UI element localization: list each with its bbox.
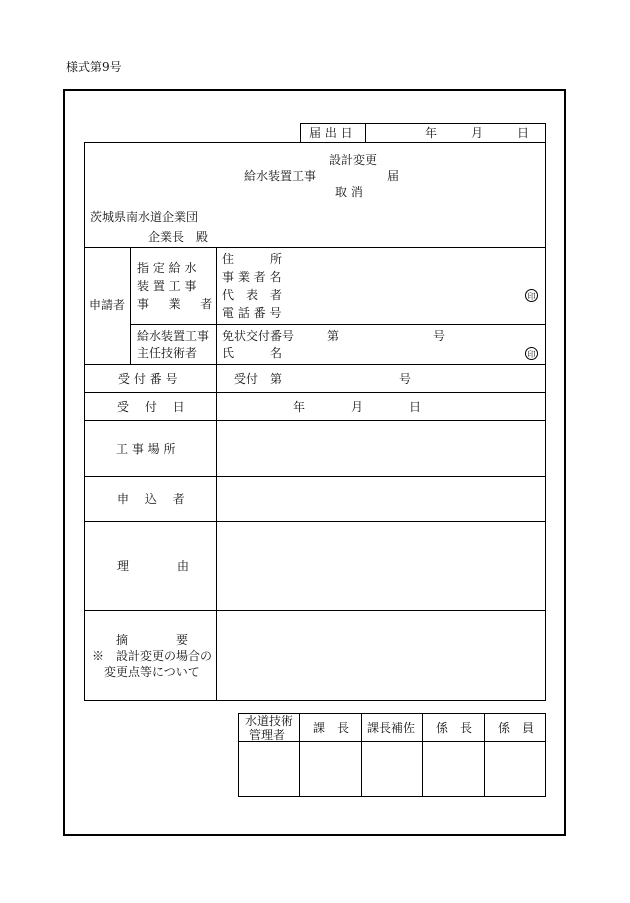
summary-note-line2: 変更点等について xyxy=(104,665,200,679)
reason-label: 理 由 xyxy=(117,559,190,573)
operator-field-phone[interactable]: 電 話 番 号 xyxy=(222,306,282,320)
operator-header-line: 指 定 給 水 xyxy=(137,261,197,275)
receipt-number-suffix[interactable]: 号 xyxy=(399,372,412,386)
approval-header-staff: 係 員 xyxy=(498,721,535,735)
approval-header-water-manager: 水道技術 xyxy=(245,714,294,728)
approval-header-deputy-chief: 課長補佐 xyxy=(367,721,416,735)
submission-month-label[interactable]: 月 xyxy=(471,126,484,140)
seal-icon: 印 xyxy=(525,289,538,302)
approval-stamp-cell[interactable] xyxy=(362,742,422,796)
applicant-label: 申請者 xyxy=(89,298,126,312)
divider xyxy=(84,420,546,421)
license-suffix[interactable]: 号 xyxy=(433,329,446,343)
license-number-label: 免状交付番号 xyxy=(222,329,295,343)
receipt-number-label: 受 付 番 号 xyxy=(118,372,178,386)
receipt-day-label[interactable]: 日 xyxy=(409,400,422,414)
summary-note-line1: ※ 設計変更の場合の xyxy=(92,649,213,663)
operator-field-company[interactable]: 事 業 者 名 xyxy=(222,270,282,284)
receipt-number-prefix[interactable]: 受付 第 xyxy=(234,372,283,386)
divider xyxy=(84,392,546,393)
receipt-year-label[interactable]: 年 xyxy=(293,400,306,414)
divider xyxy=(130,247,131,364)
operator-header-line: 装 置 工 事 xyxy=(137,279,197,293)
divider xyxy=(216,247,217,701)
applicant-name-label: 申 込 者 xyxy=(117,492,185,506)
main-table xyxy=(84,142,546,701)
approval-stamp-cell[interactable] xyxy=(300,742,361,796)
divider xyxy=(130,324,546,325)
divider xyxy=(84,610,546,611)
title-line3: 取 消 xyxy=(335,185,363,199)
approval-header-subsection-chief: 係 長 xyxy=(436,721,473,735)
operator-field-representative[interactable]: 代 表 者 xyxy=(222,288,283,302)
divider xyxy=(84,364,546,365)
engineer-name-label[interactable]: 氏 名 xyxy=(222,346,283,360)
summary-label: 摘 要 xyxy=(116,633,189,647)
recipient-title: 企業長 殿 xyxy=(148,230,209,244)
approval-stamp-cell[interactable] xyxy=(239,742,299,796)
submission-day-label[interactable]: 日 xyxy=(517,126,530,140)
receipt-date-label: 受 付 日 xyxy=(117,400,185,414)
operator-header-line: 事 業 者 xyxy=(137,297,213,311)
receipt-month-label[interactable]: 月 xyxy=(351,400,364,414)
submission-date-label: 届 出 日 xyxy=(309,126,353,140)
title-line2-left: 給水装置工事 xyxy=(244,169,317,183)
title-line1: 設計変更 xyxy=(329,153,378,167)
approval-header-water-manager-line2: 管理者 xyxy=(249,728,286,742)
approval-header-section-chief: 課 長 xyxy=(313,721,350,735)
recipient-org: 茨城県南水道企業団 xyxy=(90,210,199,224)
divider xyxy=(365,123,366,143)
title-line2-right: 届 xyxy=(387,169,400,183)
form-number: 様式第9号 xyxy=(66,60,122,74)
divider xyxy=(84,247,546,248)
operator-field-address[interactable]: 住 所 xyxy=(222,252,283,266)
divider xyxy=(84,521,546,522)
license-prefix[interactable]: 第 xyxy=(327,329,340,343)
engineer-header-line: 主任技術者 xyxy=(137,346,198,360)
engineer-header-line: 給水装置工事 xyxy=(137,329,210,343)
approval-stamp-cell[interactable] xyxy=(423,742,484,796)
seal-icon: 印 xyxy=(525,347,538,360)
submission-year-label[interactable]: 年 xyxy=(425,126,438,140)
approval-stamp-cell[interactable] xyxy=(485,742,545,796)
site-label: 工 事 場 所 xyxy=(116,442,176,456)
divider xyxy=(84,476,546,477)
